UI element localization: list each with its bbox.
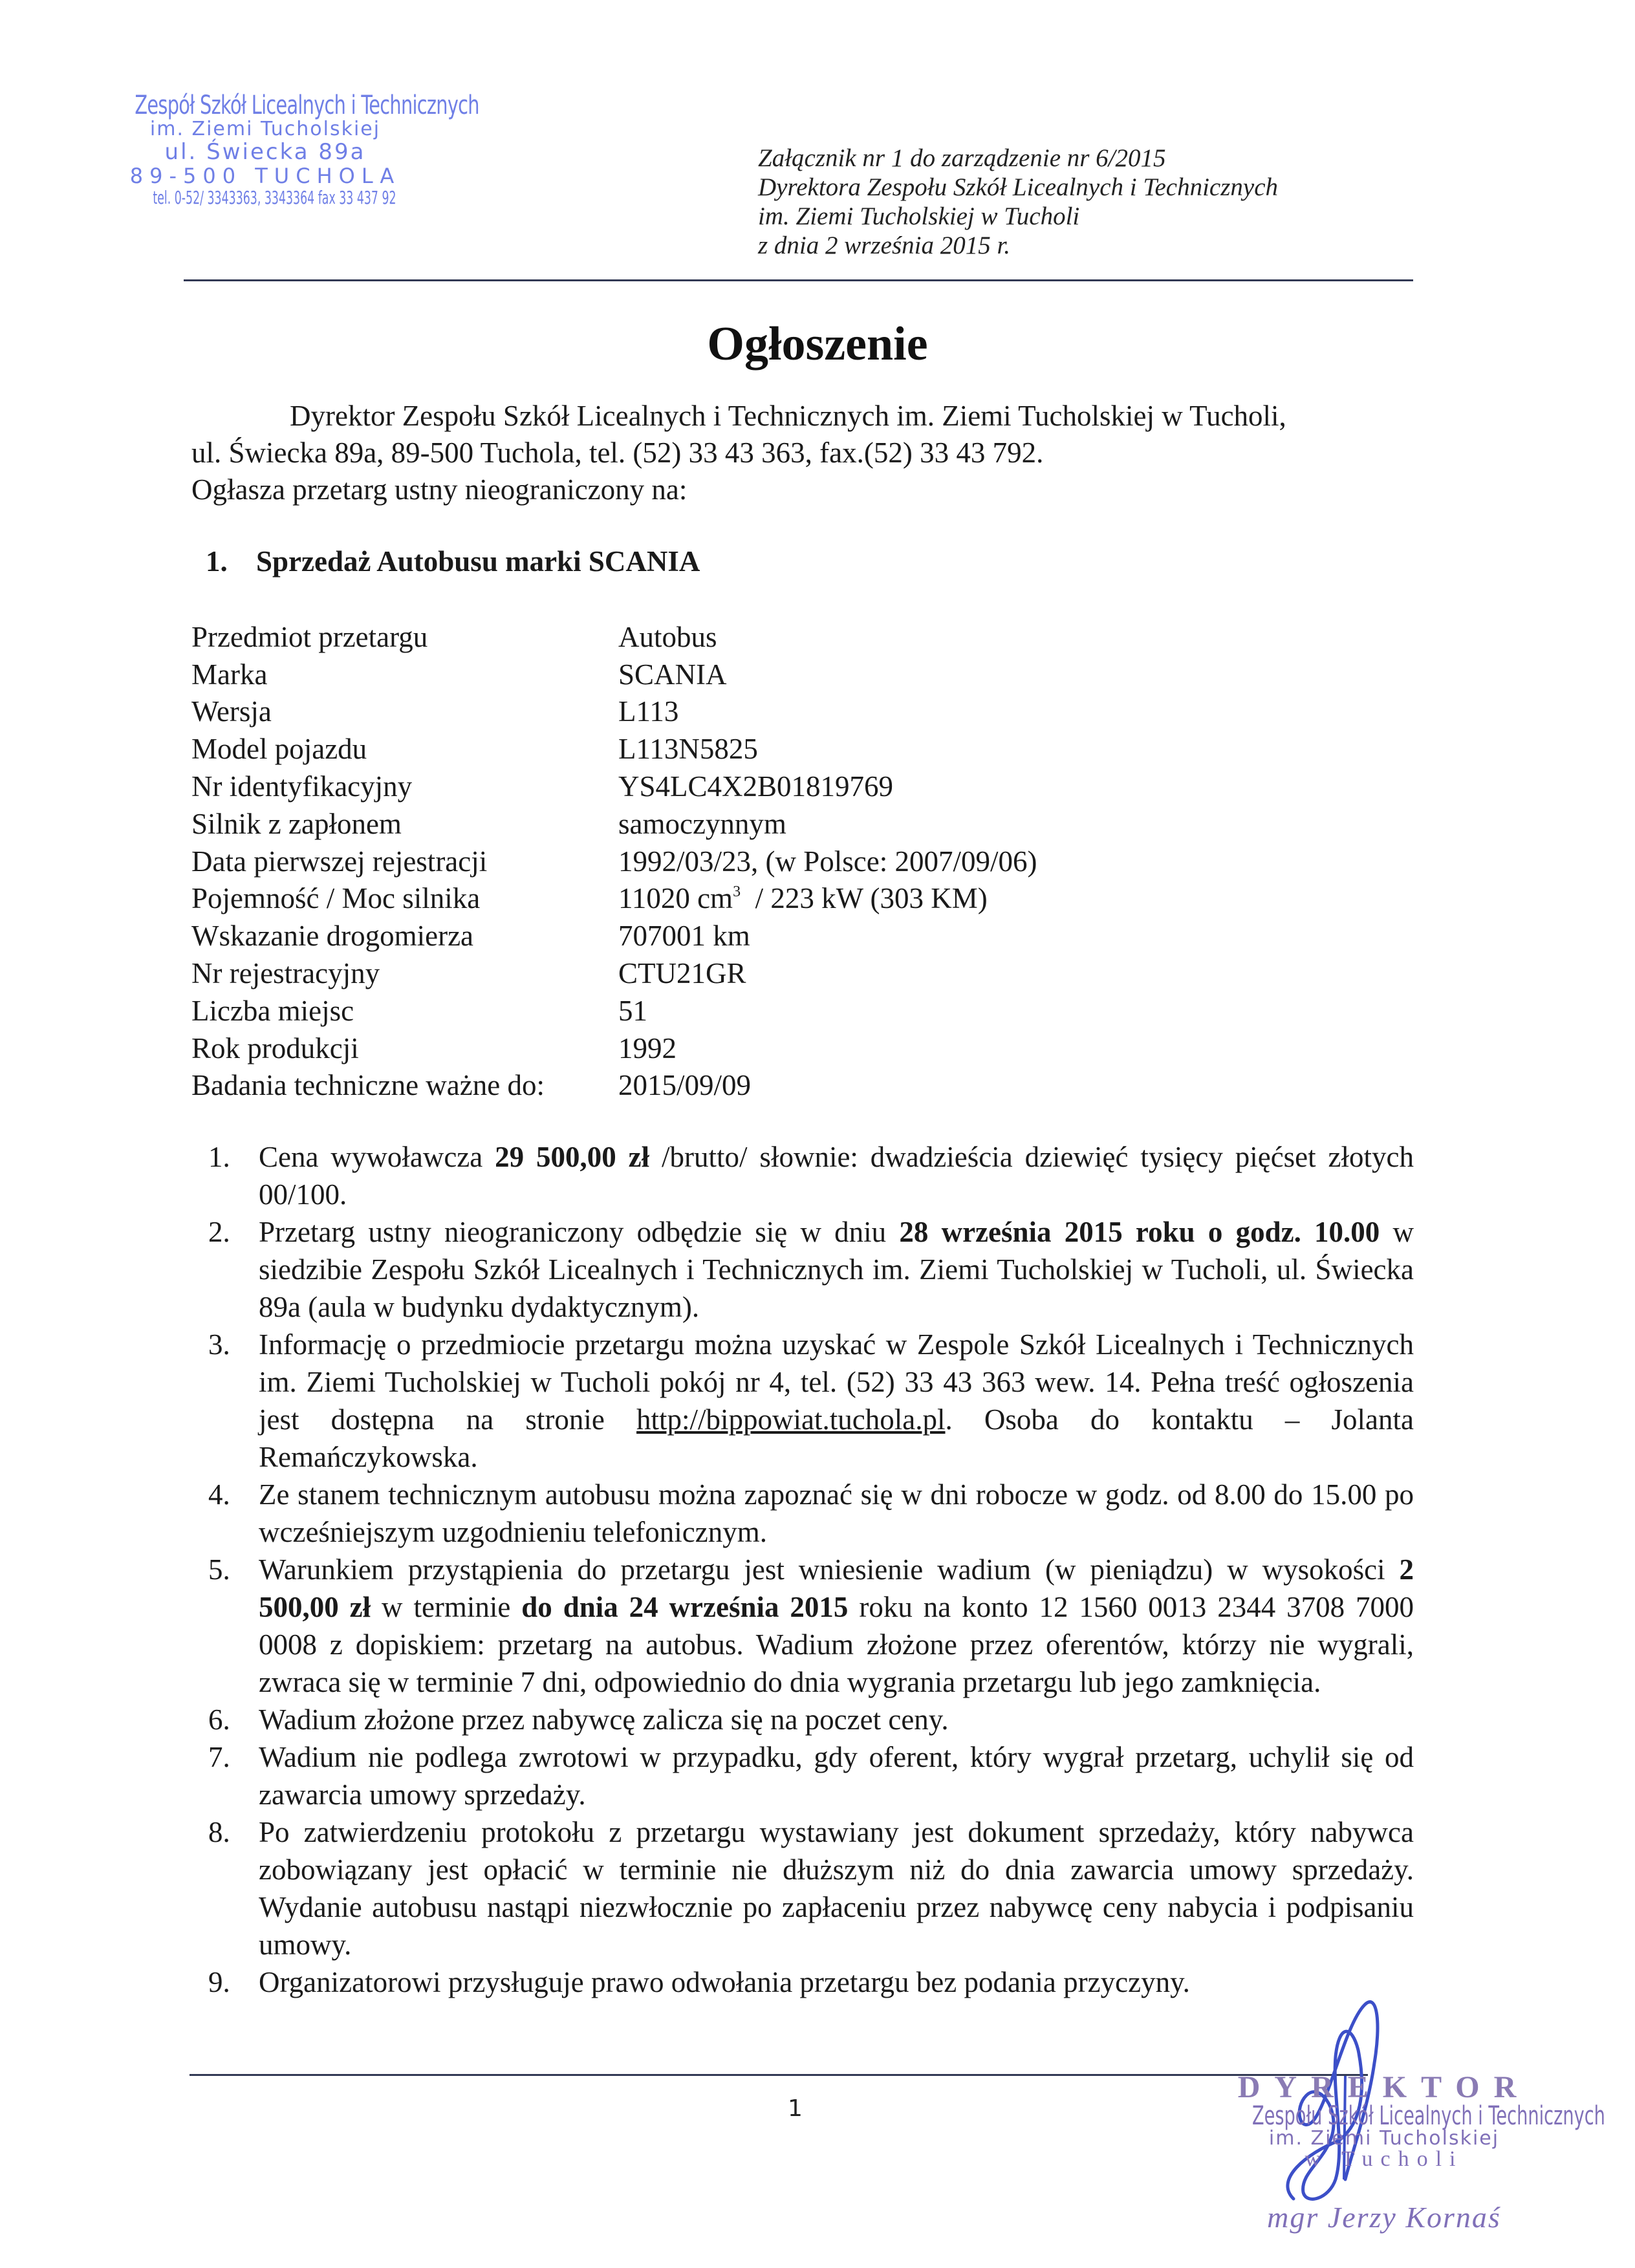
header-divider [184,279,1413,281]
term-text-part: Cena wywoławcza [259,1141,495,1173]
spec-row [191,693,1037,731]
spec-value: CTU21GR [618,957,746,990]
stamp-director-title: DYREKTOR [1237,2070,1531,2104]
spec-row [191,656,1037,693]
spec-value: SCANIA [618,658,727,691]
spec-label: Marka [191,658,268,691]
term-text-part: . Osoba do kontaktu – Jolanta Remańczykowska. [259,1403,1414,1473]
attachment-line-2: Dyrektora Zespołu Szkół Licealnych i Technicznych [758,173,1279,201]
term-number: 3. [208,1328,230,1361]
stamp-street: ul. Świecka 89a [164,139,366,165]
term-number: 6. [208,1703,230,1736]
section-number: 1. [206,545,228,578]
spec-row [191,880,1037,918]
director-stamp [1190,2069,1605,2234]
spec-value: L113N5825 [618,733,758,766]
spec-label: Nr identyfikacyjny [191,770,413,803]
spec-value: L113 [618,695,679,728]
term-item [208,1701,1414,1738]
stamp-school-name: Zespół Szkół Licealnych i Technicznych [135,91,479,120]
spec-row [191,1067,1037,1105]
spec-label: Przedmiot przetargu [191,620,428,653]
term-item [208,1963,1414,2001]
emphasis-text: 29 500,00 zł [495,1141,650,1173]
term-text-part: Wadium nie podlega zwrotowi w przypadku, gdy oferent, który wygrał przetarg, uchylił się od zawarcia umowy sprzedaży. [259,1741,1414,1811]
school-stamp [84,91,479,208]
spec-label: Model pojazdu [191,733,367,766]
vehicle-spec-table [191,618,1037,1104]
term-text [259,1963,1414,2001]
intro-line-1: Dyrektor Zespołu Szkół Licealnych i Technicznych im. Ziemi Tucholskiej w Tucholi, [290,400,1286,432]
spec-label: Rok produkcji [191,1031,359,1064]
term-text-part: Warunkiem przystąpienia do przetargu jest wniesienie wadium (w pieniądzu) w wysokości [259,1553,1400,1586]
terms-list [208,1138,1414,2001]
stamp-director-name: mgr Jerzy Kornaś [1267,2201,1501,2234]
term-text [259,1813,1414,1963]
term-item [208,1813,1414,1963]
spec-label: Data pierwszej rejestracji [191,845,488,878]
term-item [208,1738,1414,1813]
term-number: 4. [208,1478,230,1511]
spec-label: Wskazanie drogomierza [191,920,474,953]
spec-row [191,917,1037,955]
term-text-part: /brutto/ słownie: dwadzieścia dziewięć tysięcy pięćset złotych 00/100. [259,1141,1414,1211]
stamp-phone: tel. 0-52/ 3343363, 3343364 fax 33 437 92 [153,187,396,208]
spec-value: 1992/03/23, (w Polsce: 2007/09/06) [618,845,1037,878]
intro-line-3: Ogłasza przetarg ustny nieograniczony na: [191,473,688,506]
spec-value: 2015/09/09 [618,1069,752,1102]
term-text-part: Przetarg ustny nieograniczony odbędzie się w dniu [259,1216,900,1248]
section-heading [206,545,700,578]
term-text [259,1701,1414,1738]
engine-power: / 223 kW (303 KM) [741,882,988,915]
spec-row [191,805,1037,843]
term-text [259,1551,1414,1701]
term-text-part: Organizatorowi przysługuje prawo odwołania przetargu bez podania przyczyny. [259,1966,1190,1998]
stamp-city: w Tucholi [1305,2147,1464,2171]
term-item [208,1138,1414,1213]
engine-capacity: 11020 cm [618,882,733,915]
term-text-part: w siedzibie Zespołu Szkół Licealnych i Technicznych im. Ziemi Tucholskiej w Tucholi, ul. Świecka 89a (aula w budynku dydaktycznym). [259,1216,1414,1323]
term-number: 5. [208,1553,230,1586]
term-item [208,1213,1414,1326]
spec-row [191,843,1037,880]
term-text [259,1213,1414,1326]
attachment-line-1: Załącznik nr 1 do zarządzenie nr 6/2015 [758,144,1166,172]
spec-label: Silnik z zapłonem [191,807,402,840]
spec-row [191,768,1037,805]
term-text-part: Po zatwierdzeniu protokołu z przetargu wystawiany jest dokument sprzedaży, który nabywca zobowiązany jest opłacić w terminie nie dłuższym niż do dnia zawarcia umowy sprzedaży. Wydanie autobusu nastąpi niezwłocznie po zapłaceniu przez nabywcę ceny nabycia i podpisaniu umowy. [259,1816,1414,1961]
term-text-part: roku na konto 12 1560 0013 2344 3708 7000 0008 z dopiskiem: przetarg na autobus. Wadium złożone przez oferentów, którzy nie wygrali, zwraca się w terminie 7 dni, odpowiednio do dnia wygrania przetargu lub jego zamknięcia. [259,1591,1414,1698]
term-number: 9. [208,1966,230,1998]
term-text-part: Wadium złożone przez nabywcę zalicza się na poczet ceny. [259,1703,949,1736]
attachment-line-3: im. Ziemi Tucholskiej w Tucholi [758,202,1080,230]
term-number: 7. [208,1741,230,1773]
spec-label: Nr rejestracyjny [191,957,380,990]
spec-value [618,880,1037,918]
spec-value: 51 [618,994,647,1027]
spec-label: Wersja [191,695,272,728]
intro-line-2: ul. Świecka 89a, 89-500 Tuchola, tel. (52) 33 43 363, fax.(52) 33 43 792. [191,437,1044,469]
cubic-superscript: 3 [733,883,741,901]
spec-row [191,618,1037,656]
spec-value: samoczynnym [618,807,786,840]
stamp-patron: im. Ziemi Tucholskiej [1268,2127,1500,2150]
spec-value: 1992 [618,1031,677,1064]
emphasis-text: 28 września 2015 roku o godz. 10.00 [899,1216,1380,1248]
spec-row [191,992,1037,1030]
intro-paragraph [191,398,1414,508]
term-text [259,1738,1414,1813]
term-text-part: w terminie [371,1591,522,1623]
term-item [208,1326,1414,1476]
term-text [259,1138,1414,1213]
stamp-city: 89-500 TUCHOLA [129,164,401,188]
stamp-patron: im. Ziemi Tucholskiej [149,118,381,140]
spec-label: Badania techniczne ważne do: [191,1069,545,1102]
emphasis-text: do dnia 24 września 2015 [521,1591,849,1623]
section-title: Sprzedaż Autobusu marki SCANIA [256,545,700,578]
spec-row [191,1030,1037,1067]
page-title: Ogłoszenie [707,318,928,371]
term-number: 8. [208,1816,230,1848]
term-text-part: Informację o przedmiocie przetargu można uzyskać w Zespole Szkół Licealnych i Technicznych im. Ziemi Tucholskiej w Tucholi pokój nr 4, tel. (52) 33 43 363 wew. 14. Pełna treść ogłoszenia jest dostępna na stronie [259,1328,1414,1436]
page-number: 1 [788,2095,803,2122]
spec-value: YS4LC4X2B01819769 [618,770,894,803]
spec-label: Liczba miejsc [191,994,354,1027]
term-text-part: Ze stanem technicznym autobusu można zapoznać się w dni robocze w godz. od 8.00 do 15.00 po wcześniejszym uzgodnieniu telefonicznym. [259,1478,1414,1548]
spec-label: Pojemność / Moc silnika [191,882,481,915]
spec-row [191,955,1037,992]
term-number: 2. [208,1216,230,1248]
term-item [208,1551,1414,1701]
emphasis-text: 2 500,00 zł [259,1553,1414,1623]
attachment-line-4: z dnia 2 września 2015 r. [758,232,1011,259]
stamp-school-name: Zespołu Szkół Licealnych i Technicznych [1252,2101,1605,2131]
term-text [259,1326,1414,1476]
term-text [259,1476,1414,1551]
attachment-note [758,144,1278,260]
term-item [208,1476,1414,1551]
website-link[interactable]: http://bippowiat.tuchola.pl [636,1403,946,1436]
term-number: 1. [208,1141,230,1173]
spec-value: Autobus [618,620,717,653]
spec-row [191,730,1037,768]
spec-value: 707001 km [618,920,750,953]
